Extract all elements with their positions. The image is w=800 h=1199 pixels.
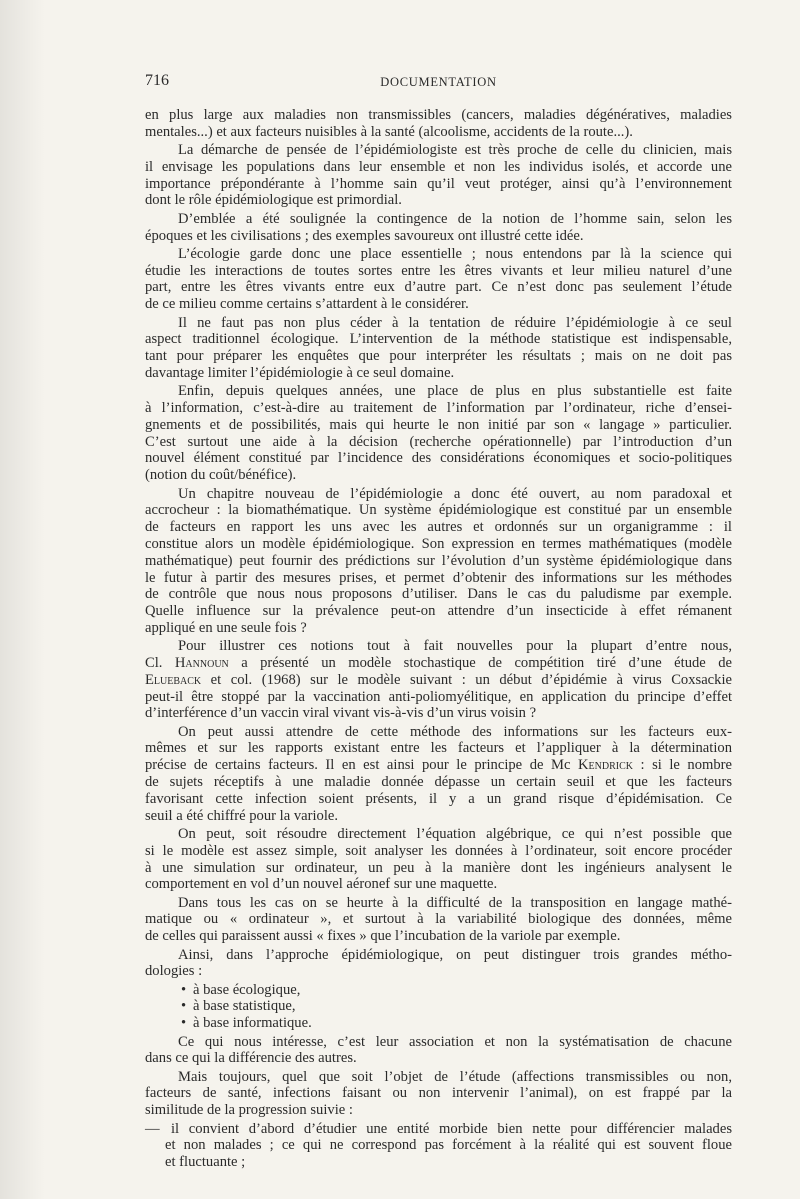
text-line: aspect traditionnel écologique. L’intervention de la méthode statistique est indispensable, — [145, 331, 732, 348]
text-line: (notion du coût/bénéfice). — [145, 467, 297, 484]
text-line: D’emblée a été soulignée la contingence de la notion de l’homme sain, selon les — [178, 210, 732, 227]
bullet-text: à base informatique. — [193, 1015, 312, 1032]
text-segment: et col. (1968) sur le modèle suivant : un début d’épidémie à virus Coxsackie — [201, 671, 732, 688]
text-line: La démarche de pensée de l’épidémiologiste est très proche de celle du clinicien, mais — [178, 142, 732, 159]
text-line: gnements et de possibilités, mais qui heurte le non initié par son « langage » particulier. — [145, 416, 732, 433]
text-line: à une simulation sur ordinateur, un peu à la manière dont les ingénieurs analysent le — [145, 859, 732, 876]
text-line: matique ou « ordinateur », et surtout à la variabilité biologique des données, même — [145, 911, 732, 928]
paragraph — [145, 826, 732, 893]
text-segment: : si le nombre — [632, 757, 732, 774]
text-line: Ainsi, dans l’approche épidémiologique, on peut distinguer trois grandes métho- — [178, 946, 732, 963]
text-line — [145, 757, 732, 774]
text-line: de facteurs en rapport les uns avec les autres et ordonnés sur un organigramme : il — [145, 519, 732, 536]
text-line: constitue alors un modèle épidémiologique. Son expression en termes mathématiques (modèle — [145, 535, 732, 552]
text-line: dans ce qui la différencie des autres. — [145, 1050, 357, 1067]
text-line: Mais toujours, quel que soit l’objet de l’étude (affections transmissibles ou non, — [178, 1068, 732, 1085]
page-header — [145, 70, 732, 92]
page-number: 716 — [145, 72, 169, 89]
paragraph — [145, 486, 732, 637]
text-line: favorisant cette infection soient présents, il y a un grand risque d’épidémisation. Ce — [145, 790, 732, 807]
text-line: dont le rôle épidémiologique est primordial. — [145, 192, 402, 209]
paragraph — [145, 383, 732, 484]
paragraph — [145, 246, 732, 313]
paragraph — [145, 947, 732, 981]
text-line: part, entre les êtres vivants entre eux d’autre part. Ce n’est donc pas seulement l’étude — [145, 279, 732, 296]
text-line: peut-il être stoppé par la vaccination anti-poliomyélitique, en application du principe d’effet — [145, 688, 732, 705]
scan-shadow — [0, 0, 45, 1199]
text-line: le futur à partir des mesures prises, et permet d’obtenir des informations sur les méthodes — [145, 569, 732, 586]
paragraph — [145, 1069, 732, 1119]
text-line: facteurs de santé, infections faisant ou non intervenir l’animal), on est frappé par la — [145, 1085, 732, 1102]
text-line: seuil a été chiffré pour la variole. — [145, 807, 339, 824]
text-line: de celles qui paraissent aussi « fixes » que l’incubation de la variole par exemple. — [145, 928, 621, 945]
running-head: DOCUMENTATION — [380, 75, 497, 89]
text-line: mêmes et sur les rapports existant entre les facteurs et l’appliquer à la détermination — [145, 740, 732, 757]
paragraph — [145, 638, 732, 722]
text-line: et fluctuante ; — [165, 1154, 246, 1171]
bullet-marker: • — [181, 998, 187, 1015]
text-line: à l’information, c’est-à-dire au traitement de l’information par l’ordinateur, riche d’ensei- — [145, 400, 732, 417]
text-line: mathématique) peut fournir des prédictions sur l’évolution d’un système épidémiologique dans — [145, 552, 732, 569]
text-line: en plus large aux maladies non transmissibles (cancers, maladies dégénératives, maladies — [145, 107, 732, 123]
text-line: si le modèle est assez simple, soit analyser les données à l’ordinateur, soit encore procéder — [145, 842, 732, 859]
cited-author: Elueback — [145, 671, 202, 688]
bullet-item — [145, 1015, 732, 1032]
text-line: C’est surtout une aide à la décision (recherche opérationnelle) par l’introduction d’un — [145, 433, 732, 450]
text-line: similitude de la progression suivie : — [145, 1102, 353, 1119]
text-line: il envisage les populations dans leur ensemble et non les individus isolés, et accorde une — [145, 158, 732, 175]
text-line: de ce milieu comme certains s’attardent à le considérer. — [145, 296, 469, 313]
text-line: Ce qui nous intéresse, c’est leur association et non la systématisation de chacune — [178, 1033, 732, 1050]
text-line: appliqué en une seule fois ? — [145, 619, 307, 636]
bullet-item — [145, 982, 732, 999]
body-text — [145, 107, 732, 1171]
text-line — [145, 655, 732, 672]
text-line: On peut, soit résoudre directement l’équation algébrique, ce qui n’est possible que — [178, 825, 732, 842]
cited-author: Kendrick — [577, 757, 633, 774]
text-line: accrocheur : la biomathématique. Un système épidémiologique est constitué par un ensemble — [145, 502, 732, 519]
cited-author: Hannoun — [174, 655, 229, 671]
text-line: nouvel élément constitué par l’incidence des considérations économiques et socio-politiques — [145, 450, 732, 467]
text-line: Il ne faut pas non plus céder à la tentation de réduire l’épidémiologie à ce seul — [178, 314, 732, 331]
text-line: Dans tous les cas on se heurte à la difficulté de la transposition en langage mathé- — [178, 894, 732, 911]
text-line: et non malades ; ce qui ne correspond pas forcément à la réalité qui est souvent floue — [165, 1137, 732, 1154]
text-line — [145, 672, 732, 689]
bullet-text: à base écologique, — [193, 981, 301, 998]
text-line: On peut aussi attendre de cette méthode des informations sur les facteurs eux- — [178, 723, 732, 740]
text-segment: il convient d’abord d’étudier une entité morbide bien nette pour différencier malades — [171, 1120, 732, 1137]
bullet-marker: • — [181, 981, 187, 998]
text-line: d’interférence d’un vaccin viral vivant vis-à-vis d’un virus voisin ? — [145, 705, 537, 722]
paragraph — [145, 724, 732, 825]
text-line: dologies : — [145, 963, 203, 980]
paragraph — [145, 107, 732, 141]
paragraph — [145, 315, 732, 382]
paragraph — [145, 142, 732, 209]
text-line: Quelle influence sur la prévalence peut-on attendre d’un insecticide à effet rémanent — [145, 603, 732, 620]
text-line: de contrôle que nous nous proposons d’utiliser. Dans le cas du paludisme par exemple. — [145, 586, 732, 603]
text-line: de sujets réceptifs à une maladie donnée dépasse un certain seuil et que les facteurs — [145, 774, 732, 791]
text-segment: Cl. — [145, 655, 175, 671]
paragraph — [145, 895, 732, 945]
text-line: mentales...) et aux facteurs nuisibles à la santé (alcoolisme, accidents de la route...). — [145, 123, 633, 140]
text-line: comportement en vol d’un nouvel aéronef sur une maquette. — [145, 876, 498, 893]
paragraph — [145, 1034, 732, 1068]
text-line: Pour illustrer ces notions tout à fait nouvelles pour la plupart d’entre nous, — [178, 638, 732, 655]
text-line: époques et les civilisations ; des exemples savoureux ont illustré cette idée. — [145, 227, 584, 244]
text-line: Enfin, depuis quelques années, une place de plus en plus substantielle est faite — [178, 383, 732, 400]
paragraph — [145, 211, 732, 245]
dash-marker: — — [145, 1120, 160, 1137]
text-line: étudie les interactions de toutes sortes entre les êtres vivants et leur milieu naturel d’une — [145, 262, 732, 279]
text-segment: précise de certains facteurs. Il en est ainsi pour le principe de Mc — [145, 757, 578, 774]
text-line: importance prépondérante à l’homme sain qu’il veut protéger, ainsi qu’à l’environnement — [145, 175, 732, 192]
text-line: tant pour préparer les enquêtes que pour interpréter les résultats ; mais on ne doit pas — [145, 348, 732, 365]
text-line: davantage limiter l’épidémiologie à ce seul domaine. — [145, 364, 455, 381]
dash-list-item — [145, 1121, 732, 1171]
text-segment: a présenté un modèle stochastique de compétition tiré d’une étude de — [228, 655, 732, 671]
bullet-text: à base statistique, — [193, 998, 296, 1015]
bullet-item — [145, 998, 732, 1015]
text-line — [145, 1121, 732, 1138]
bullet-marker: • — [181, 1015, 187, 1032]
bullet-list — [145, 982, 732, 1032]
text-line: L’écologie garde donc une place essentielle ; nous entendons par là la science qui — [178, 245, 732, 262]
text-line: Un chapitre nouveau de l’épidémiologie a donc été ouvert, au nom paradoxal et — [178, 485, 732, 502]
